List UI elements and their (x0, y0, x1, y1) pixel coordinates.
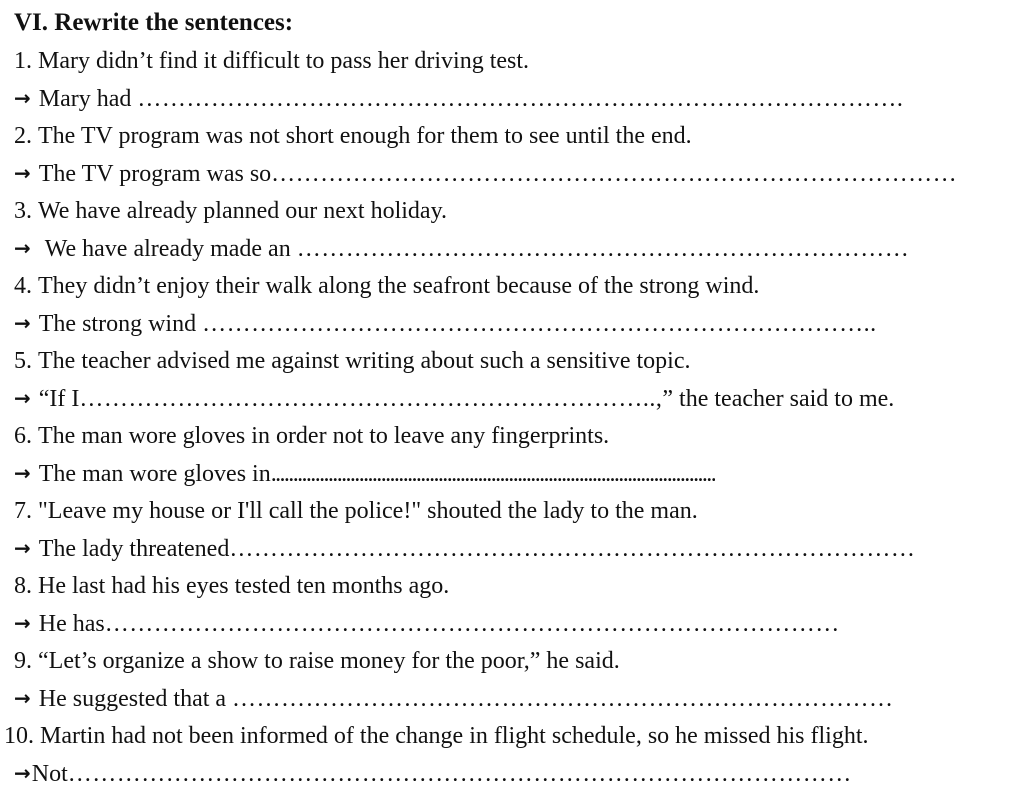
question-sentence: “Let’s organize a show to raise money for the poor,” he said. (38, 648, 620, 674)
answer-blank[interactable]: ………………………………………………………………………… (271, 161, 958, 187)
answer-line-7 (14, 530, 915, 567)
answer-blank[interactable]: ……………………………………………………………………….. (202, 311, 877, 337)
answer-blank[interactable]: ……………………………………………………………………………… (104, 611, 840, 637)
answer-prompt: The TV program was so (38, 161, 272, 187)
question-number: 4. (14, 273, 32, 299)
question-8 (14, 568, 449, 605)
question-number: 1. (14, 48, 32, 74)
arrow-right-icon: → (14, 761, 31, 785)
question-sentence: The teacher advised me against writing about such a sensitive topic. (38, 348, 691, 374)
question-number: 5. (14, 348, 32, 374)
question-number: 7. (14, 498, 32, 524)
arrow-right-icon: → (14, 386, 31, 410)
answer-line-6 (14, 455, 715, 492)
answer-line-5 (14, 380, 894, 417)
question-sentence: The man wore gloves in order not to leave any fingerprints. (38, 423, 610, 449)
answer-prompt: He has (38, 611, 105, 637)
question-sentence: The TV program was not short enough for them to see until the end. (38, 123, 692, 149)
arrow-right-icon: → (14, 461, 31, 485)
section-heading: VI. Rewrite the sentences: (14, 9, 294, 36)
answer-line-1 (14, 80, 903, 117)
question-1 (14, 43, 529, 80)
answer-prompt: The lady threatened (38, 536, 230, 562)
question-number: 9. (14, 648, 32, 674)
arrow-right-icon: → (14, 236, 31, 260)
answer-blank[interactable]: …………………………………………………………………………………… (67, 761, 852, 787)
arrow-right-icon: → (14, 536, 31, 560)
answer-blank[interactable]: …………………………………………………………………………………. (137, 86, 904, 112)
answer-prompt: He suggested that a (38, 686, 233, 712)
question-2 (14, 118, 692, 155)
answer-line-3 (14, 230, 909, 267)
question-sentence: Mary didn’t find it difficult to pass her driving test. (38, 48, 530, 74)
answer-line-8 (14, 605, 840, 642)
answer-prompt: Mary had (38, 86, 138, 112)
question-7 (14, 493, 698, 530)
question-number: 10. (4, 723, 34, 749)
arrow-right-icon: → (14, 86, 31, 110)
arrow-right-icon: → (14, 311, 31, 335)
question-number: 3. (14, 198, 32, 224)
answer-line-2 (14, 155, 957, 192)
answer-prompt: “If I (38, 386, 80, 412)
question-4 (14, 268, 759, 305)
answer-blank[interactable]: ……………………………………………………………………… (232, 686, 894, 712)
answer-blank[interactable]: ………………………………………………………………………… (229, 536, 916, 562)
question-number: 2. (14, 123, 32, 149)
answer-line-10 (14, 755, 852, 792)
answer-prompt: Not (31, 761, 68, 787)
answer-prompt: The man wore gloves in (38, 461, 271, 487)
arrow-right-icon: → (14, 611, 31, 635)
question-9 (14, 643, 620, 680)
answer-blank[interactable]: ………………………………………………………………… (296, 236, 910, 262)
arrow-right-icon: → (14, 161, 31, 185)
answer-prompt: The strong wind (38, 311, 203, 337)
answer-line-4 (14, 305, 877, 342)
question-sentence: He last had his eyes tested ten months ago. (38, 573, 450, 599)
arrow-right-icon: → (14, 686, 31, 710)
question-sentence: Martin had not been informed of the change in flight schedule, so he missed his flight. (40, 723, 869, 749)
question-sentence: "Leave my house or I'll call the police!" shouted the lady to the man. (38, 498, 698, 524)
question-sentence: They didn’t enjoy their walk along the seafront because of the strong wind. (38, 273, 760, 299)
question-3 (14, 193, 447, 230)
question-6 (14, 418, 609, 455)
question-number: 6. (14, 423, 32, 449)
answer-blank[interactable]: ..................................................................................................... (270, 461, 716, 487)
question-number: 8. (14, 573, 32, 599)
answer-line-9 (14, 680, 894, 717)
question-sentence: We have already planned our next holiday. (38, 198, 448, 224)
answer-prompt: We have already made an (44, 236, 297, 262)
answer-blank[interactable]: …………………………………………………………….., (79, 386, 663, 412)
question-5 (14, 343, 690, 380)
question-10 (4, 718, 868, 755)
answer-suffix: ” the teacher said to me. (662, 386, 895, 412)
